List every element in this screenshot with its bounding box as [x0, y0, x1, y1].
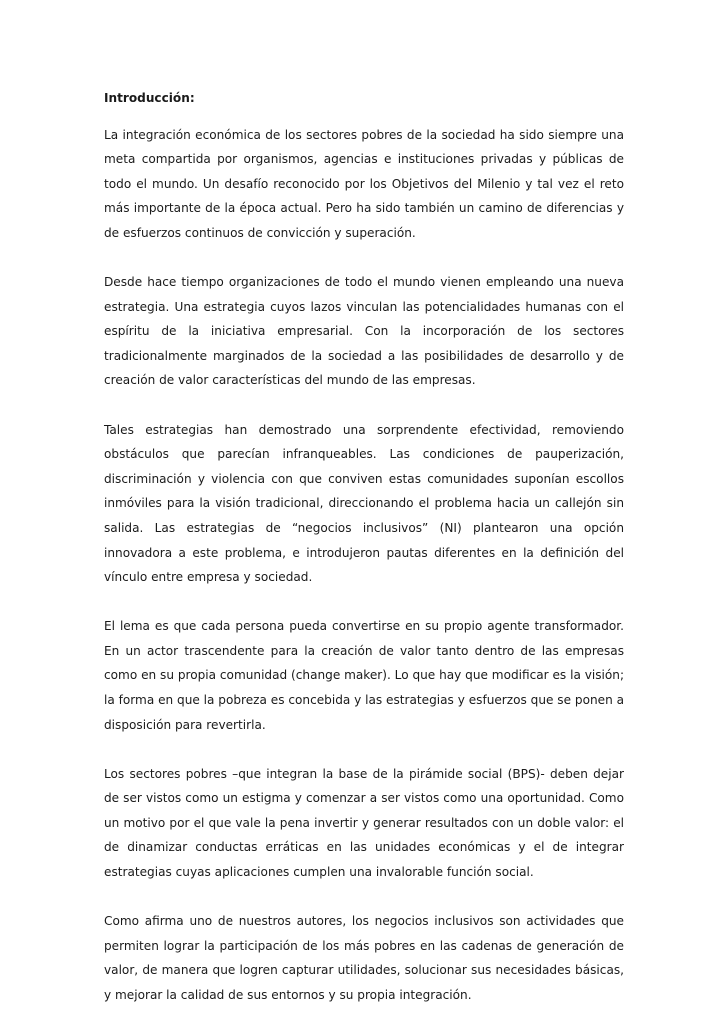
document-body	[104, 86, 624, 1032]
paragraph-2: Desde hace tiempo organizaciones de todo el mundo vienen empleando una nueva estrategia. Una estrategia cuyos lazos vinculan las potencialidades humanas con el espíritu de la iniciativa empresarial. Con la incorporación de los sectores tradicionalmente marginados de la sociedad a las posibilidades de desarrollo y de creación de valor características del mundo de las empresas.	[104, 275, 624, 388]
paragraph-4: El lema es que cada persona pueda convertirse en su propio agente transformador. En un actor trascendente para la creación de valor tanto dentro de las empresas como en su propia comunidad (change maker). Lo que hay que modificar es la visión; la forma en que la pobreza es concebida y las estrategias y esfuerzos que se ponen a disposición para revertirla.	[104, 619, 625, 732]
paragraph-3: Tales estrategias han demostrado una sorprendente efectividad, removiendo obstáculos que parecían infranqueables. Las condiciones de pauperización, discriminación y violencia con que conviven estas comunidades suponían escollos inmóviles para la visión tradicional, direccionando el problema hacia un callejón sin salida. Las estrategias de “negocios inclusivos” (NI) plantearon una opción innovadora a este problema, e introdujeron pautas diferentes en la definición del vínculo entre empresa y sociedad.	[104, 422, 624, 585]
paragraph-5: Los sectores pobres –que integran la base de la pirámide social (BPS)- deben dejar de ser vistos como un estigma y comenzar a ser vistos como una oportunidad. Como un motivo por el que vale la pena invertir y generar resultados con un doble valor: el de dinamizar conductas erráticas en las unidades económicas y el de integrar estrategias cuyas aplicaciones cumplen una invalorable función social.	[104, 766, 624, 880]
section-heading: Introducción:	[104, 91, 195, 105]
paragraph-6: Como afirma uno de nuestros autores, los negocios inclusivos son actividades que permiten lograr la participación de los más pobres en las cadenas de generación de valor, de manera que logren capturar utilidades, solucionar sus necesidades básicas, y mejorar la calidad de sus entornos y su propia integración.	[104, 914, 624, 1002]
paragraph-1: La integración económica de los sectores pobres de la sociedad ha sido siempre una meta compartida por organismos, agencias e instituciones privadas y públicas de todo el mundo. Un desafío reconocido por los Objetivos del Milenio y tal vez el reto más importante de la época actual. Pero ha sido también un camino de diferencias y de esfuerzos continuos de convicción y superación.	[104, 127, 624, 240]
